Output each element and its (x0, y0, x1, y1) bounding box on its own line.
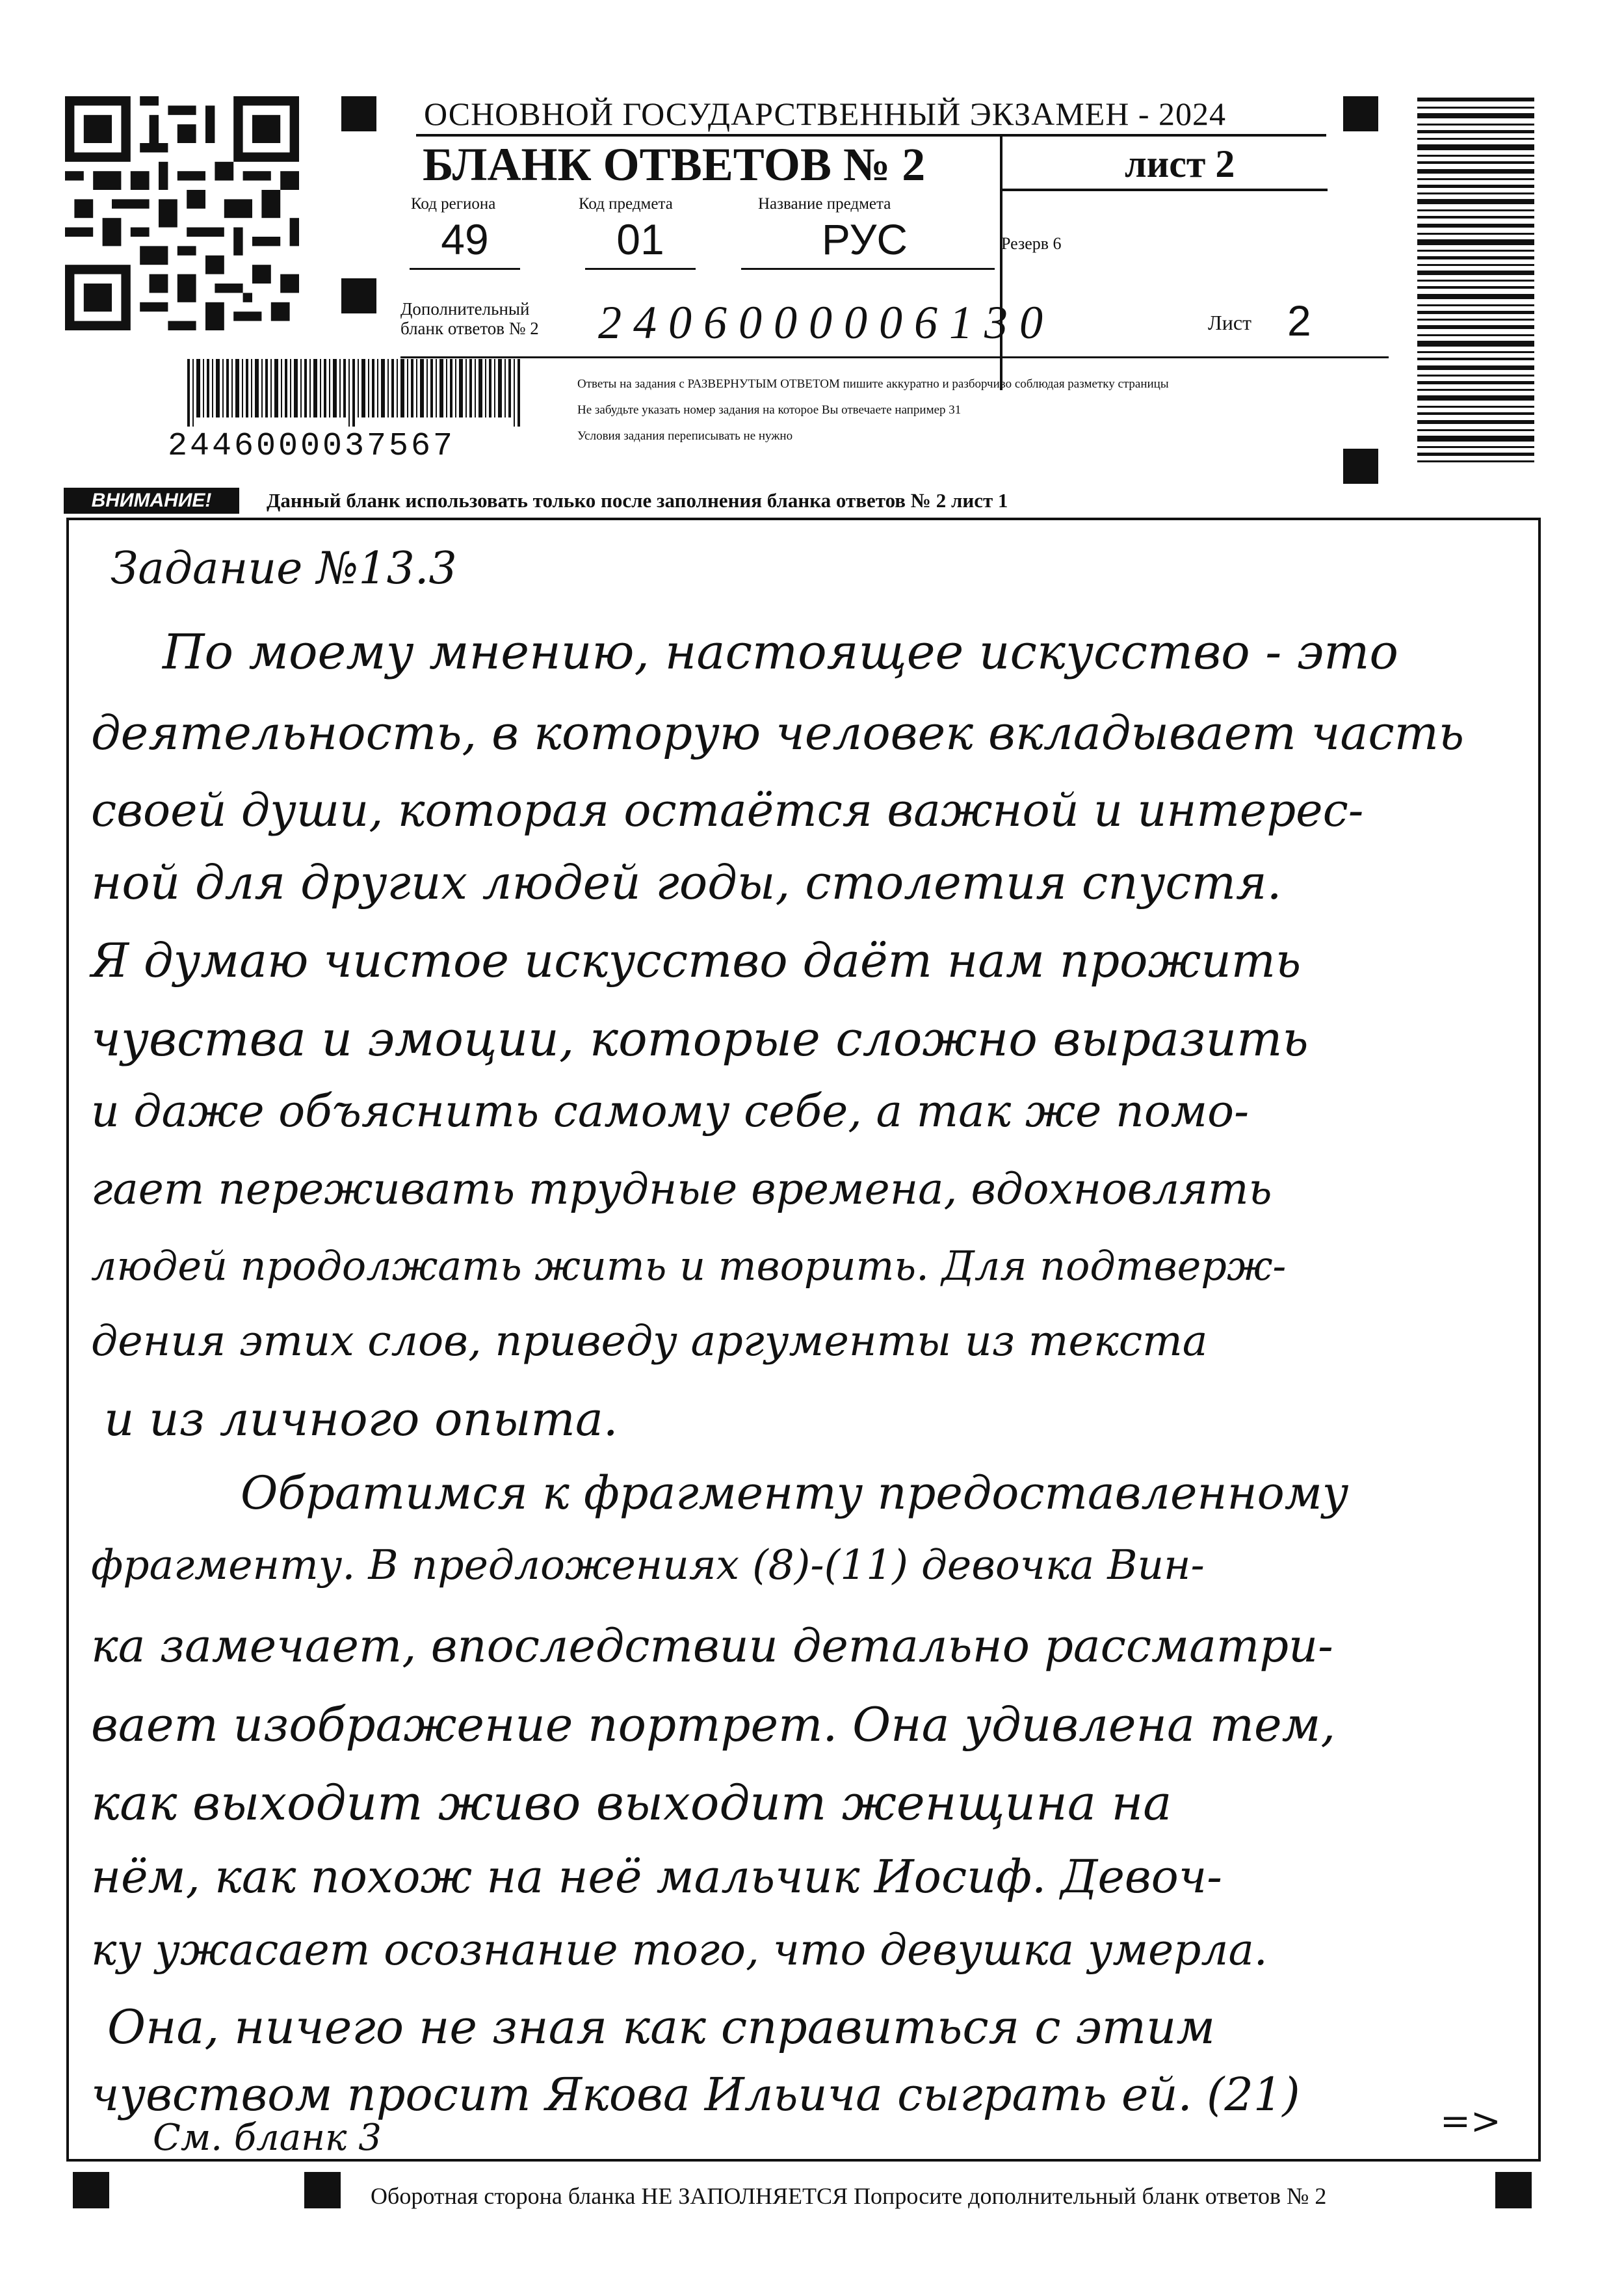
answer-line: ной для других людей годы, столетия спустя. (91, 855, 1282, 910)
answer-line: и из личного опыта. (104, 1392, 618, 1446)
form-title: БЛАНК ОТВЕТОВ № 2 (423, 139, 926, 191)
header-bottom-divider (400, 356, 1389, 358)
warning-badge: ВНИМАНИЕ! (64, 488, 239, 514)
answer-line: См. бланк 3 (153, 2117, 382, 2159)
exam-title: ОСНОВНОЙ ГОСУДАРСТВЕННЫЙ ЭКЗАМЕН - 2024 (424, 96, 1226, 132)
region-code-underline (410, 268, 520, 270)
title-divider (416, 134, 1326, 137)
instruction-line: Условия задания переписывать не нужно (577, 429, 793, 443)
subject-code-underline (585, 268, 696, 270)
list-number: 2 (1287, 297, 1311, 345)
answer-line: ку ужасает осознание того, что девушка умерла. (91, 1925, 1268, 1975)
region-code-value: 49 (441, 215, 489, 263)
continue-arrow: => (1440, 2100, 1501, 2143)
subject-name-value: РУС (821, 215, 908, 263)
region-code-label: Код региона (411, 195, 496, 213)
registration-mark-mid-right (1343, 449, 1378, 484)
registration-mark-top-left (341, 96, 376, 131)
answer-line: как выходит живо выходит женщина на (91, 1775, 1172, 1831)
additional-sheet-label-line-1: Дополнительный (400, 299, 530, 319)
instruction-line: Не забудьте указать номер задания на которое Вы отвечаете например 31 (577, 403, 962, 417)
list-label: Лист (1208, 311, 1252, 334)
registration-mark-mid-left (341, 278, 376, 313)
answer-line: чувством просит Якова Ильича сыграть ей. (21) (91, 2068, 1300, 2121)
answer-line: Она, ничего не зная как справиться с этим (107, 2000, 1216, 2054)
answer-line: деятельность, в которую человек вкладывает часть (91, 706, 1465, 760)
footer-note: Оборотная сторона бланка НЕ ЗАПОЛНЯЕТСЯ Попросите дополнительный бланк ответов № 2 (371, 2183, 1327, 2209)
warning-text: Данный бланк использовать только после заполнения бланка ответов № 2 лист 1 (267, 489, 1008, 512)
sheet-divider (1002, 189, 1328, 191)
answer-line: ка замечает, впоследствии детально рассматри- (91, 1619, 1333, 1673)
answer-line: фрагменту. В предложениях (8)-(11) девочка Вин- (91, 1541, 1205, 1589)
registration-mark-bottom-mid (304, 2172, 341, 2208)
instruction-line: Ответы на задания с РАЗВЕРНУТЫМ ОТВЕТОМ пишите аккуратно и разборчиво соблюдая разметку страницы (577, 377, 1169, 391)
qr-code (65, 96, 299, 330)
subject-code-value: 01 (616, 215, 664, 263)
answer-line: и даже объяснить самому себе, а так же помо- (91, 1086, 1250, 1137)
sheet-label: лист 2 (1125, 142, 1235, 185)
answer-line: Я думаю чистое искусство даёт нам прожить (91, 933, 1302, 988)
answer-line: людей продолжать жить и творить. Для подтверж- (91, 1242, 1287, 1290)
side-barcode (1417, 98, 1534, 488)
registration-mark-bottom-left (73, 2172, 109, 2208)
additional-sheet-number: 2406000006130 (598, 297, 1054, 349)
answer-line: своей души, которая остаётся важной и интерес- (91, 784, 1364, 837)
registration-mark-top-right (1343, 96, 1378, 131)
answer-line: дения этих слов, приведу аргументы из текста (91, 1317, 1208, 1366)
reserve-label: Резерв 6 (1001, 234, 1062, 253)
answer-line: Обратимся к фрагменту предоставленному (241, 1466, 1349, 1520)
registration-mark-bottom-right (1495, 2172, 1532, 2208)
subject-name-label: Название предмета (758, 195, 891, 213)
form-barcode (187, 359, 525, 427)
additional-sheet-label (400, 299, 539, 338)
answer-line: По моему мнению, настоящее искусство - это (163, 624, 1398, 680)
answer-line: вает изображение портрет. Она удивлена тем, (91, 1697, 1336, 1752)
subject-code-label: Код предмета (579, 195, 673, 213)
barcode-number: 2446000037567 (168, 428, 456, 465)
subject-name-underline (741, 268, 995, 270)
answer-line: нём, как похож на неё мальчик Иосиф. Девоч- (91, 1850, 1222, 1903)
header-vertical-divider (1000, 137, 1002, 390)
answer-line: Задание №13.3 (111, 543, 457, 594)
answer-line: гает переживать трудные времена, вдохновлять (91, 1164, 1272, 1214)
additional-sheet-label-line-2: бланк ответов № 2 (400, 319, 539, 338)
answer-line: чувства и эмоции, которые сложно выразить (91, 1011, 1309, 1067)
